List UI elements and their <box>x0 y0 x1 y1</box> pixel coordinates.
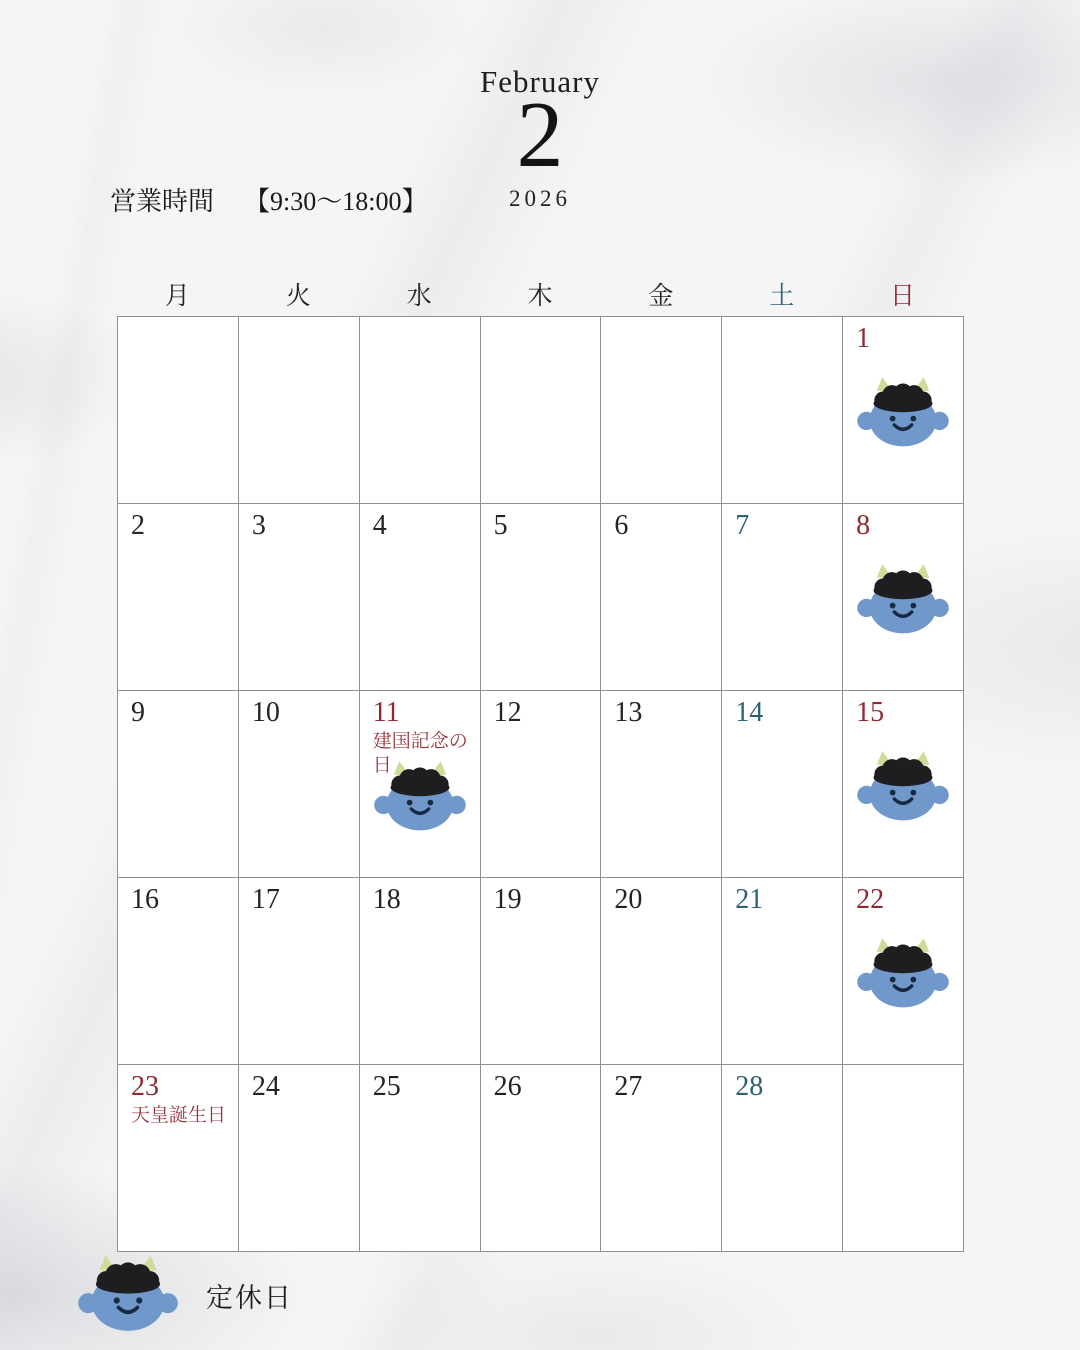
day-number: 20 <box>614 884 643 915</box>
calendar-cell <box>360 504 481 691</box>
day-number: 18 <box>372 884 401 915</box>
day-number: 2 <box>131 510 145 541</box>
day-number: 24 <box>251 1071 280 1102</box>
day-number: 26 <box>493 1071 522 1102</box>
weekday-row <box>117 282 963 312</box>
oni-face-icon <box>855 748 951 826</box>
oni-face-icon <box>855 935 951 1013</box>
month-number: 2 <box>516 83 564 187</box>
business-hours-label: 営業時間 <box>110 187 215 216</box>
day-number: 13 <box>614 697 643 728</box>
day-number: 15 <box>856 697 885 728</box>
weekday-header-sunday: 日 <box>890 283 916 310</box>
weekday-header-weekday: 火 <box>285 283 311 310</box>
holiday-label: 天皇誕生日 <box>131 1104 227 1126</box>
holiday-label: 建国記念の日 <box>372 730 468 777</box>
day-number: 22 <box>856 884 885 915</box>
oni-face-icon <box>855 561 951 639</box>
day-number: 4 <box>372 510 387 541</box>
day-number: 14 <box>735 697 764 728</box>
day-number: 10 <box>251 697 280 728</box>
calendar-cell <box>722 504 843 691</box>
day-number: 7 <box>735 510 750 541</box>
calendar-cell <box>118 691 239 878</box>
weekday-header-weekday: 木 <box>527 283 553 310</box>
calendar-cell <box>360 691 481 878</box>
day-number: 12 <box>493 697 522 728</box>
calendar-cell <box>360 317 481 504</box>
calendar-cell <box>843 504 964 691</box>
day-number: 19 <box>493 884 522 915</box>
day-number: 6 <box>614 510 629 541</box>
calendar-cell <box>118 317 239 504</box>
calendar-cell <box>601 317 722 504</box>
business-hours-value: 【9:30〜18:00】 <box>244 187 428 216</box>
calendar-cell <box>722 1065 843 1252</box>
calendar-cell <box>239 317 360 504</box>
day-number: 1 <box>856 323 871 354</box>
calendar-cell <box>601 1065 722 1252</box>
day-number: 17 <box>251 884 280 915</box>
calendar-cell <box>118 504 239 691</box>
year-label: 2026 <box>509 186 571 211</box>
weekday-header-saturday: 土 <box>769 283 795 310</box>
day-number: 23 <box>131 1071 159 1102</box>
calendar-cell <box>481 317 602 504</box>
calendar-cell <box>843 878 964 1065</box>
calendar-cell <box>239 691 360 878</box>
day-number: 5 <box>493 510 508 541</box>
calendar-cell <box>843 1065 964 1252</box>
day-number: 27 <box>614 1071 643 1102</box>
day-number: 8 <box>856 510 871 541</box>
calendar-cell <box>722 878 843 1065</box>
legend-icon-slot <box>76 1252 180 1338</box>
day-number: 3 <box>251 510 266 541</box>
day-number: 16 <box>131 884 159 915</box>
calendar-cell <box>481 691 602 878</box>
weekday-header-weekday: 金 <box>648 283 674 310</box>
calendar-cell <box>601 691 722 878</box>
calendar-cell <box>239 1065 360 1252</box>
calendar-cell <box>118 1065 239 1252</box>
calendar-cell <box>481 1065 602 1252</box>
oni-face-icon <box>855 374 951 452</box>
calendar-cell <box>239 878 360 1065</box>
calendar-cell <box>601 878 722 1065</box>
oni-face-icon <box>76 1252 180 1337</box>
legend-label: 定休日 <box>206 1282 293 1313</box>
calendar-cell <box>360 1065 481 1252</box>
calendar-cell <box>118 878 239 1065</box>
calendar-cell <box>239 504 360 691</box>
month-name: February <box>480 64 600 99</box>
oni-face-icon <box>372 758 468 836</box>
day-number: 25 <box>372 1071 401 1102</box>
weekday-header-weekday: 月 <box>164 283 190 310</box>
calendar-cell <box>843 691 964 878</box>
calendar-grid <box>117 316 964 1252</box>
business-hours <box>110 181 427 218</box>
day-number: 28 <box>735 1071 764 1102</box>
legend <box>76 1252 293 1338</box>
day-number: 21 <box>735 884 764 915</box>
calendar-cell <box>722 691 843 878</box>
calendar-cell <box>481 878 602 1065</box>
calendar-cell <box>722 317 843 504</box>
day-number: 9 <box>131 697 145 728</box>
calendar-cell <box>360 878 481 1065</box>
calendar-cell <box>843 317 964 504</box>
weekday-header-weekday: 水 <box>406 283 432 310</box>
calendar-cell <box>481 504 602 691</box>
day-number: 11 <box>372 697 400 728</box>
calendar-cell <box>601 504 722 691</box>
